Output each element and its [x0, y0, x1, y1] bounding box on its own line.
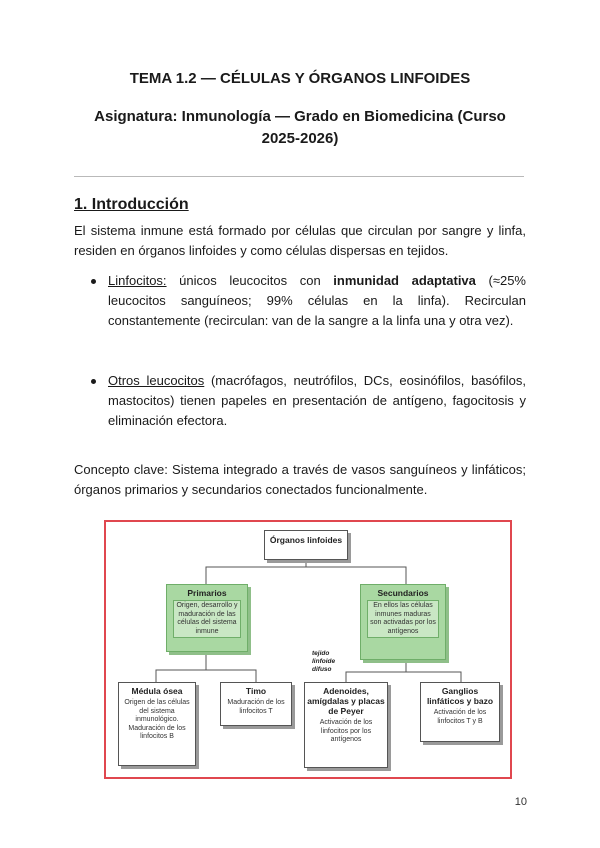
document-subtitle: Asignatura: Inmunología — Grado en Biomedicina (Curso 2025-2026)	[94, 108, 506, 147]
node-desc: Activación de los linfocitos T y B	[433, 709, 487, 725]
divider	[74, 176, 524, 177]
connector-root-primary	[206, 560, 306, 584]
node-title: Timo	[245, 686, 267, 696]
node-title: Ganglios linfáticos y bazo	[426, 686, 494, 706]
intro-paragraph: El sistema inmune está formado por células que circulan por sangre y linfa, residen en órganos linfoides y como células dispersas en tejidos.	[74, 223, 526, 258]
bullet-otros-leucocitos	[108, 371, 526, 431]
document-title: TEMA 1.2 — CÉLULAS Y ÓRGANOS LINFOIDES	[129, 70, 471, 87]
connector-primary-timo	[206, 670, 256, 682]
node-organos-linfoides	[264, 530, 348, 560]
bullet-text: únicos leucocitos con	[166, 273, 334, 288]
connector-primary-medula	[156, 652, 206, 682]
node-desc: Maduración de los linfocitos T	[227, 699, 285, 715]
connector-secondary-adenoides	[346, 660, 406, 682]
node-desc: Origen de las células del sistema inmunológico. Maduración de los linfocitos B	[124, 699, 190, 740]
bullet-dot	[91, 279, 96, 284]
node-title: Médula ósea	[131, 686, 183, 696]
node-desc: Origen, desarrollo y maduración de las células del sistema inmune	[173, 600, 241, 638]
label-tejido-linfoide-difuso: tejido linfoide difuso	[312, 650, 336, 673]
node-medula-osea	[118, 682, 196, 766]
node-secundarios	[360, 584, 446, 660]
node-title: Primarios	[187, 588, 227, 598]
node-desc: Activación de los linfocitos por los antígenos	[319, 719, 373, 743]
node-timo	[220, 682, 292, 726]
connector-root-secondary	[306, 567, 406, 584]
page-number: 10	[514, 796, 527, 808]
key-concept-paragraph: Concepto clave: Sistema integrado a través de vasos sanguíneos y linfáticos; órganos primarios y secundarios conectados funcionalmente.	[74, 462, 526, 497]
bullet-text: (≈25% leucocitos sanguíneos; 99% células en la linfa). Recirculan constantemente (recirculan: van de la sangre a la linfa una y otra vez).	[108, 273, 526, 328]
bullet-term: Linfocitos:	[108, 273, 167, 288]
node-title: Adenoides, amígdalas y placas de Peyer	[307, 686, 385, 716]
section-heading: 1. Introducción	[74, 196, 189, 213]
node-title: Secundarios	[377, 588, 429, 598]
connector-secondary-ganglios	[406, 672, 461, 682]
bullet-dot	[91, 379, 96, 384]
node-primarios	[166, 584, 248, 652]
bullet-linfocitos	[108, 271, 526, 331]
node-desc: En ellos las células inmunes maduras son activadas por los antígenos	[367, 600, 439, 638]
bullet-term: Otros leucocitos	[108, 373, 205, 388]
node-title: Órganos linfoides	[269, 535, 343, 545]
bullet-bold: inmunidad adaptativa	[333, 273, 476, 288]
node-adenoides	[304, 682, 388, 768]
lymphoid-organs-diagram	[104, 520, 512, 779]
node-ganglios	[420, 682, 500, 742]
bullet-text: (macrófagos, neutrófilos, DCs, eosinófilos, basófilos, mastocitos) tienen papeles en presentación de antígeno, fagocitosis y eliminación efectora.	[108, 373, 527, 428]
